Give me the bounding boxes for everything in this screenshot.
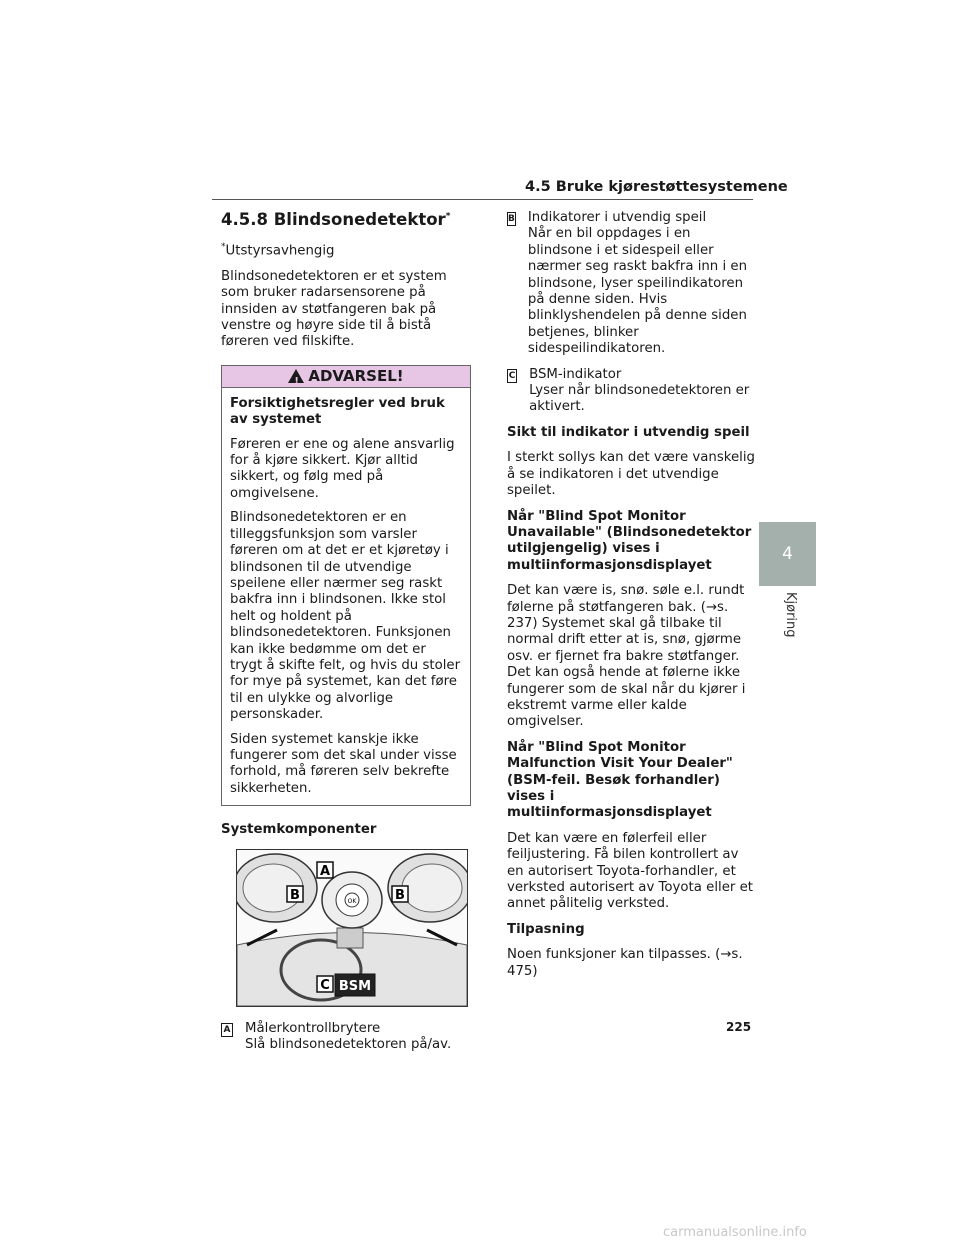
warning-body	[222, 388, 470, 797]
label-c-icon: C	[508, 370, 516, 381]
intro-paragraph: Blindsonedetektoren er et system som bruker radarsensorene på innsiden av støtfangeren bak på venstre og høyre side til å bistå føreren ved filskifte.	[221, 268, 447, 350]
figure-label-b: B	[395, 887, 405, 903]
subsection-heading: Når "Blind Spot Monitor Malfunction Visit Your Dealer" (BSM-feil. Besøk forhandler) vises i multiinformasjonsdisplayet	[507, 739, 733, 821]
bsm-indicator-label: BSM	[338, 978, 372, 994]
label-a-icon: A	[221, 1023, 233, 1037]
steering-wheel-figure	[236, 849, 468, 1007]
component-title: BSM-indikator	[529, 366, 622, 382]
component-text: Slå blindsonedetektoren på/av.	[245, 1037, 452, 1053]
component-item-c	[507, 367, 755, 416]
subsection-heading: Tilpasning	[507, 921, 585, 937]
warning-header: !ADVARSEL!	[222, 366, 470, 388]
figure-label-b: B	[290, 887, 300, 903]
page-number: 225	[726, 1020, 752, 1034]
subsection-body: Det kan være is, snø. søle e.l. rundt følerne på støtfangeren bak. (→s. 237) Systemet skal gå tilbake til normal drift etter at is, snø, gjørme osv. er fjernet fra bakre støtfanger. Det kan også hende at følerne ikke fungerer som de skal når du kjører i ekstremt varme eller kalde omgivelser.	[507, 583, 746, 730]
header-rule	[212, 199, 753, 200]
component-item-a	[221, 1021, 471, 1054]
watermark: carmanualsonline.info	[663, 1225, 807, 1240]
subsection-heading: Når "Blind Spot Monitor Unavailable" (Blindsonedetektor utilgjengelig) vises i multiinformasjonsdisplayet	[507, 508, 752, 573]
component-item-b	[507, 210, 755, 358]
warning-heading: Forsiktighetsregler ved bruk av systemet	[230, 395, 445, 428]
warning-box	[221, 365, 471, 806]
figure-label-c: C	[320, 977, 330, 993]
components-heading: Systemkomponenter	[221, 822, 377, 838]
label-b-icon: B	[508, 214, 515, 224]
subsection-body: I sterkt sollys kan det være vanskelig å se indikatoren i det utvendige speilet.	[507, 450, 755, 499]
section-title: 4.5.8 Blindsonedetektor*	[221, 210, 451, 229]
running-header: 4.5 Bruke kjørestøttesystemene	[525, 179, 788, 195]
warning-paragraph: Blindsonedetektoren er en tilleggsfunksjon som varsler føreren om at det er et kjøretøy i blindsonen til de utvendige speilene eller nærmer seg raskt bakfra inn i blindsonen. Ikke stol helt og holdent på blindsonedetektoren. Funksjonen kan ikke bedømme om det er trygt å skifte felt, og hvis du stoler for mye på systemet, kan det føre til en ulykke og alvorlige personskader.	[230, 510, 461, 723]
component-title: Indikatorer i utvendig speil	[527, 210, 707, 225]
subsection-heading: Sikt til indikator i utvendig speil	[507, 424, 750, 440]
warning-paragraph: Siden systemet kanskje ikke fungerer som det skal under visse forhold, må føreren selv bekrefte sikkerheten.	[230, 731, 457, 796]
component-title: Målerkontrollbrytere	[245, 1020, 381, 1036]
ok-button-label: OK	[347, 897, 357, 905]
component-text: Lyser når blindsonedetektoren er aktivert.	[529, 383, 750, 415]
component-text: Når en bil oppdages i en blindsone i et sidespeil eller nærmer seg raskt bakfra inn i en blindsone, lyser speilindikatoren på denne siden. Hvis blinklyshendelen på denne siden betjenes, blinker sidespeilindikatoren.	[527, 226, 747, 357]
subsection-body: Noen funksjoner kan tilpasses. (→s. 475)	[507, 947, 743, 979]
footnote: *Utstyrsavhengig	[221, 242, 335, 259]
subsection-body: Det kan være en følerfeil eller feiljustering. Få bilen kontrollert av en autorisert Toyota-forhandler, et verksted autorisert av Toyota eller et annet pålitelig verksted.	[507, 830, 753, 912]
warning-triangle-icon	[288, 369, 304, 383]
chapter-tab: 4	[759, 522, 816, 586]
steering-wheel-illustration	[237, 850, 467, 1006]
right-column	[507, 210, 755, 989]
warning-paragraph: Føreren er ene og alene ansvarlig for å kjøre sikkert. Kjør alltid sikkert, og følg med på omgivelsene.	[230, 436, 455, 501]
left-column	[221, 210, 471, 1062]
figure-label-a: A	[319, 863, 331, 879]
chapter-label: Kjøring	[783, 592, 798, 638]
